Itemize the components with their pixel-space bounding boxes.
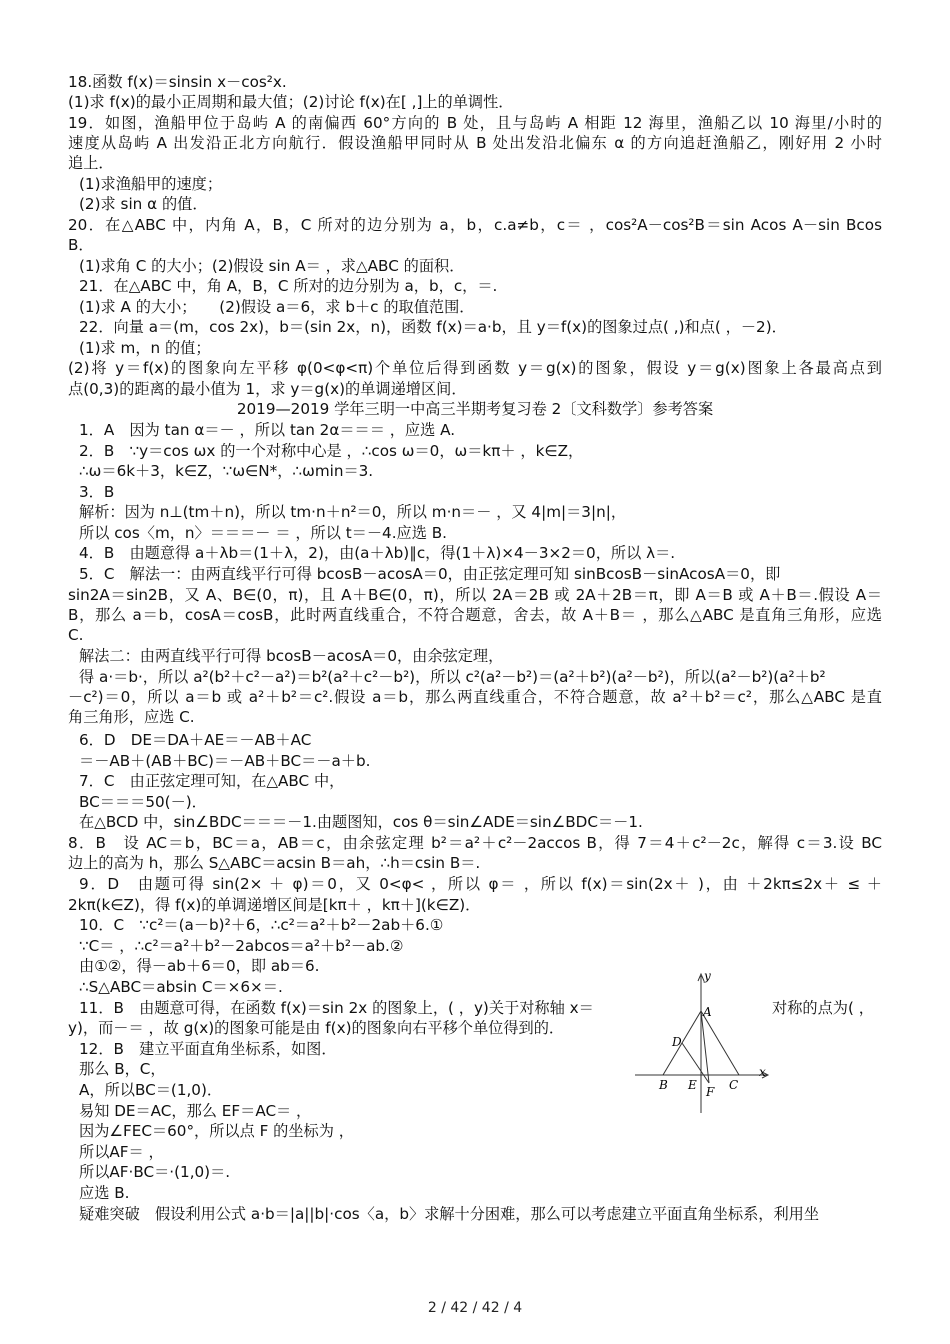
text-line: 速度从岛屿 A 出发沿正北方向航行．假设渔船甲同时从 B 处出发沿北偏东 α 的方向追赶渔船乙，刚好用 2 小时 <box>68 134 882 152</box>
text-line: 22．向量 a＝(m，cos 2x)，b＝(sin 2x，n)，函数 f(x)＝a·b，且 y＝f(x)的图象过点( ,)和点( ，－2)． <box>79 318 787 336</box>
text-line: A，所以BC＝(1,0)． <box>79 1081 223 1099</box>
text-line: 9．D 由题可得 sin(2× ＋ φ)＝0，又 0<φ< ，所以 φ＝ ，所以 f(x)＝sin(2x＋ )，由 ＋2kπ≤2x＋ ≤ ＋ <box>79 875 882 893</box>
text-line: ＝－AB＋(AB＋BC)＝－AB＋BC＝－a＋b. <box>79 752 371 770</box>
text-line: 4．B 由题意得 a＋λb＝(1＋λ，2)，由(a＋λb)∥c，得(1＋λ)×4－3×2＝0，所以 λ＝. <box>79 544 676 562</box>
text-line: (2)将 y＝f(x)的图象向左平移 φ(0<φ<π)个单位后得到函数 y＝g(x)的图象，假设 y＝g(x)图象上各最高点到 <box>68 359 882 377</box>
text-line: 所以AF·BC＝·(1,0)＝. <box>79 1163 231 1181</box>
coordinate-figure <box>635 968 775 1118</box>
text-line: (1)求 f(x)的最小正周期和最大值；(2)讨论 f(x)在[ ,]上的单调性． <box>68 93 514 111</box>
text-line: y)，而－＝ ，故 g(x)的图象可能是由 f(x)的图象向右平移个单位得到的． <box>68 1019 565 1037</box>
text-line: 2．B ∵y＝cos ωx 的一个对称中心是 ，∴cos ω＝0，ω＝kπ＋ ，k∈Z， <box>79 442 584 460</box>
point-label-e: E <box>688 1078 697 1092</box>
text-line: 所以 cos〈m，n〉＝＝＝－ ＝ ，所以 t＝－4.应选 B. <box>79 524 447 542</box>
text-line: 在△BCD 中，sin∠BDC＝＝＝－1.由题图知，cos θ＝sin∠ADE＝sin∠BDC＝－1. <box>79 813 643 831</box>
text-line: 11．B 由题意可得，在函数 f(x)＝sin 2x 的图象上，( ，y)关于对称轴 x＝ <box>79 999 594 1017</box>
text-line: ∴ω＝6k＋3，k∈Z，∵ω∈N*，∴ωmin＝3. <box>79 462 374 480</box>
text-line: 20．在△ABC 中，内角 A，B，C 所对的边分别为 a，b，c.a≠b，c＝ ，cos²A－cos²B＝sin Acos A－sin Bcos <box>68 216 882 234</box>
text-line: (1)求角 C 的大小；(2)假设 sin A＝ ，求△ABC 的面积． <box>79 257 465 275</box>
text-line: 由①②，得－ab＋6＝0，即 ab＝6. <box>79 957 320 975</box>
text-line: (2)求 sin α 的值． <box>79 195 208 213</box>
text-line: 21．在△ABC 中，角 A，B，C 所对的边分别为 a，b，c，＝. <box>79 277 498 295</box>
text-line: (1)求 m，n 的值； <box>79 339 211 357</box>
text-line: 19．如图，渔船甲位于岛屿 A 的南偏西 60°方向的 B 处，且与岛屿 A 相距 12 海里，渔船乙以 10 海里/小时的 <box>68 114 882 132</box>
text-line: 解法二：由两直线平行可得 bcosB－acosA＝0，由余弦定理， <box>79 647 504 665</box>
text-line: 疑难突破 假设利用公式 a·b＝|a||b|·cos〈a，b〉求解十分困难，那么可以考虑建立平面直角坐标系，利用坐 <box>79 1205 820 1223</box>
text-line: 12．B 建立平面直角坐标系，如图． <box>79 1040 337 1058</box>
text-line: B，那么 a＝b，cosA＝cosB，此时两直线重合，不符合题意，舍去，故 A＋B＝ ，那么△ABC 是直角三角形，应选 <box>68 606 882 624</box>
text-line: 得 a·＝b·，所以 a²(b²＋c²－a²)＝b²(a²＋c²－b²)，所以 c²(a²－b²)＝(a²＋b²)(a²－b²)，所以(a²－b²)(a²＋b² <box>79 668 826 686</box>
text-line: 边上的高为 h，那么 S△ABC＝acsin B＝ah，∴h＝csin B＝. <box>68 854 481 872</box>
text-line: 8．B 设 AC＝b，BC＝a，AB＝c，由余弦定理 b²＝a²＋c²－2accos B，得 7＝4＋c²－2c，解得 c＝3.设 BC <box>68 834 882 852</box>
text-line: 10．C ∵c²＝(a－b)²＋6，∴c²＝a²＋b²－2ab＋6.① <box>79 916 444 934</box>
text-line: 角三角形，应选 C. <box>68 708 195 726</box>
point-label-f: F <box>706 1085 715 1099</box>
text-line: 因为∠FEC＝60°，所以点 F 的坐标为 ， <box>79 1122 354 1140</box>
text-line: C. <box>68 626 84 644</box>
text-line: 那么 B，C， <box>79 1060 166 1078</box>
text-line: 所以AF＝ ， <box>79 1143 164 1161</box>
text-line: 点(0,3)的距离的最小值为 1，求 y＝g(x)的单调递增区间． <box>68 380 467 398</box>
text-line: －c²)＝0，所以 a＝b 或 a²＋b²＝c².假设 a＝b，那么两直线重合，不符合题意，故 a²＋b²＝c²，那么△ABC 是直 <box>68 688 882 706</box>
x-axis-label: x <box>759 1065 766 1079</box>
text-line: 5．C 解法一：由两直线平行可得 bcosB－acosA＝0，由正弦定理可知 sinBcosB－sinAcosA＝0，即 <box>79 565 781 583</box>
text-line: 3．B <box>79 483 115 501</box>
page-footer: 2 / 42 / 42 / 4 <box>427 1300 523 1316</box>
text-line: 应选 B. <box>79 1184 130 1202</box>
text-line: ∵C＝ ，∴c²＝a²＋b²－2abcos＝a²＋b²－ab.② <box>79 937 404 955</box>
text-line: ∴S△ABC＝absin C＝×6×＝. <box>79 978 283 996</box>
point-label-a: A <box>703 1005 712 1019</box>
text-line: 解析：因为 n⊥(tm＋n)，所以 tm·n＋n²＝0，所以 m·n＝－ ，又 4|m|＝3|n|， <box>79 503 627 521</box>
text-line: BC＝＝＝50(－)． <box>79 793 207 811</box>
text-line: (1)求渔船甲的速度； <box>79 175 223 193</box>
answer-key-title: 2019—2019 学年三明一中高三半期考复习卷 2〔文科数学〕参考答案 <box>236 400 714 418</box>
text-line: 易知 DE＝AC，那么 EF＝AC＝ ， <box>79 1102 312 1120</box>
point-label-b: B <box>659 1078 668 1092</box>
text-line: 2kπ(k∈Z)，得 f(x)的单调递增区间是[kπ＋ ，kπ＋](k∈Z)． <box>68 896 481 914</box>
text-line: 6．D DE＝DA＋AE＝－AB＋AC <box>79 731 312 749</box>
text-line: sin2A＝sin2B，又 A、B∈(0，π)，且 A＋B∈(0，π)，所以 2A＝2B 或 2A＋2B＝π，即 A＝B 或 A＋B＝.假设 A＝ <box>68 586 882 604</box>
text-line: 对称的点为( ， <box>772 999 874 1017</box>
point-label-d: D <box>672 1035 682 1049</box>
text-line: 追上． <box>68 154 114 172</box>
text-line: (1)求 A 的大小； (2)假设 a＝6，求 b＋c 的取值范围． <box>79 298 475 316</box>
text-line: 1．A 因为 tan α＝－ ，所以 tan 2α＝＝＝ ，应选 A. <box>79 421 456 439</box>
point-label-c: C <box>729 1078 739 1092</box>
text-line: B． <box>68 236 94 254</box>
text-line: 18.函数 f(x)＝sinsin x－cos²x. <box>68 73 287 91</box>
text-line: 7．C 由正弦定理可知，在△ABC 中， <box>79 772 345 790</box>
y-axis-label: y <box>704 969 711 983</box>
